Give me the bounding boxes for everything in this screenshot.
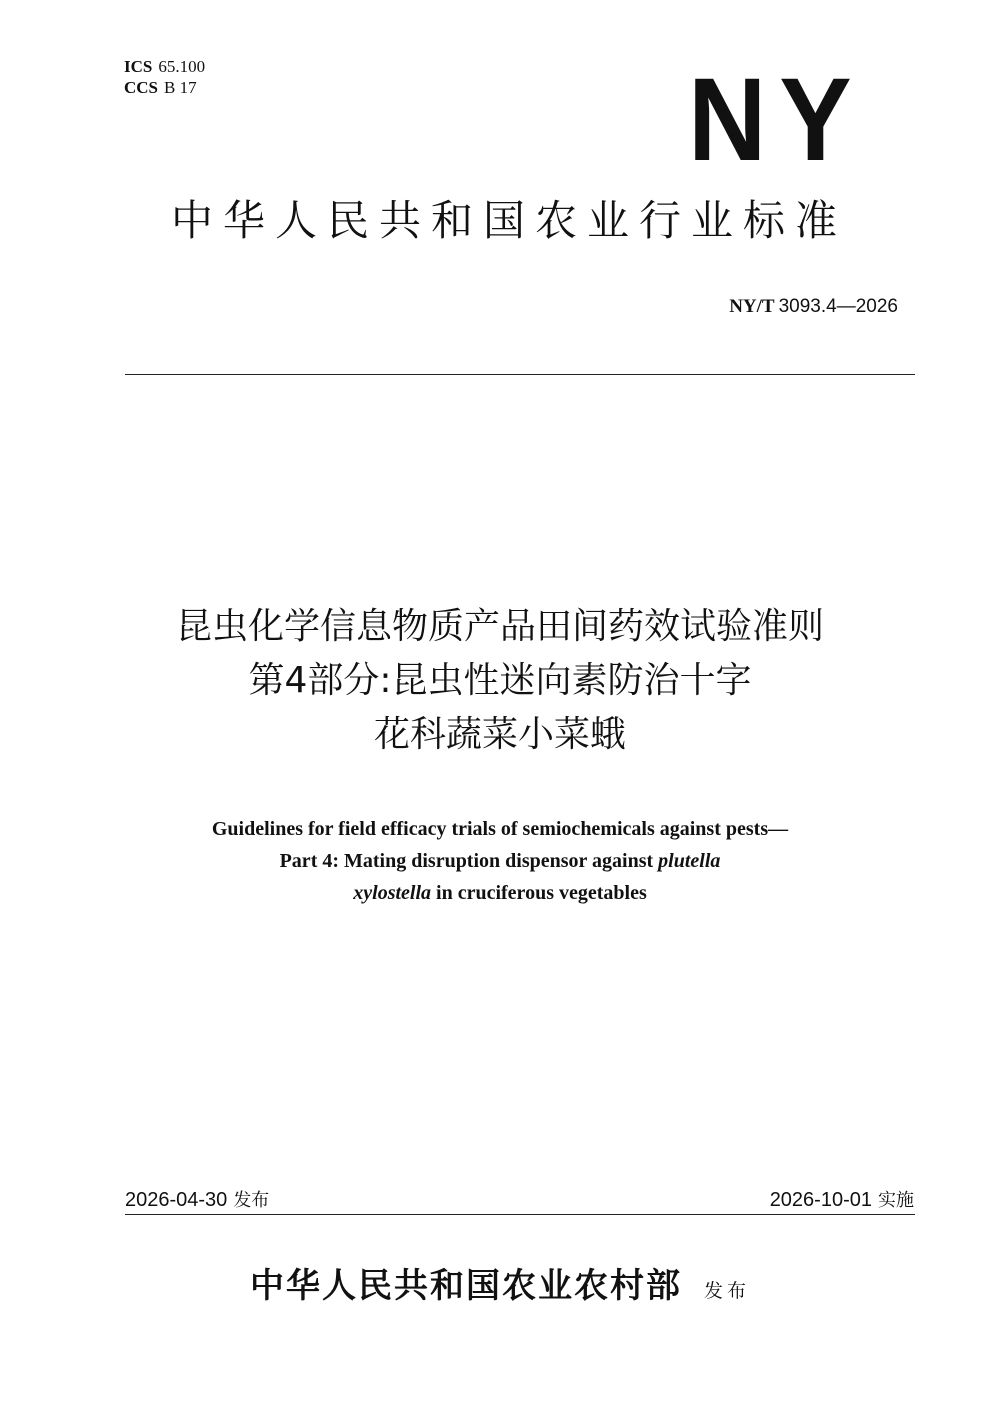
english-title-line-2: Part 4: Mating disruption dispensor against plutella bbox=[279, 850, 721, 872]
standard-type-title: 中华人民共和国农业行业标准 bbox=[170, 196, 847, 245]
chinese-title-line-3: 花科蔬菜小菜蛾 bbox=[373, 714, 626, 755]
ny-logo: NY bbox=[688, 54, 865, 186]
english-title-line-3: xylostella in cruciferous vegetables bbox=[353, 882, 647, 904]
standard-number bbox=[729, 296, 898, 318]
ccs-code: CCS B 17 bbox=[124, 78, 197, 97]
issuer-action: 发布 bbox=[703, 1280, 750, 1302]
chinese-title bbox=[0, 600, 1000, 762]
issuer-name: 中华人民共和国农业农村部 bbox=[249, 1266, 682, 1306]
issuing-authority bbox=[0, 1258, 1000, 1307]
english-title bbox=[0, 813, 1000, 909]
chinese-title-line-1: 昆虫化学信息物质产品田间药效试验准则 bbox=[175, 606, 824, 647]
implementation-date: 2026-10-01 实施 bbox=[769, 1189, 914, 1211]
top-divider bbox=[125, 374, 915, 375]
english-title-line-1: Guidelines for field efficacy trials of semiochemicals against pests— bbox=[211, 818, 789, 840]
implementation-label: 实施 bbox=[878, 1190, 914, 1211]
standard-number-prefix: NY/T bbox=[729, 296, 775, 317]
ics-code: ICS 65.100 bbox=[124, 57, 206, 76]
release-date: 2026-04-30 发布 bbox=[125, 1189, 270, 1211]
chinese-title-line-2: 第4部分:昆虫性迷向素防治十字 bbox=[248, 660, 752, 701]
standard-number-value: 3093.4—2026 bbox=[778, 296, 898, 317]
classification-codes bbox=[124, 56, 205, 98]
bottom-divider bbox=[125, 1214, 915, 1215]
release-label: 发布 bbox=[233, 1190, 270, 1211]
